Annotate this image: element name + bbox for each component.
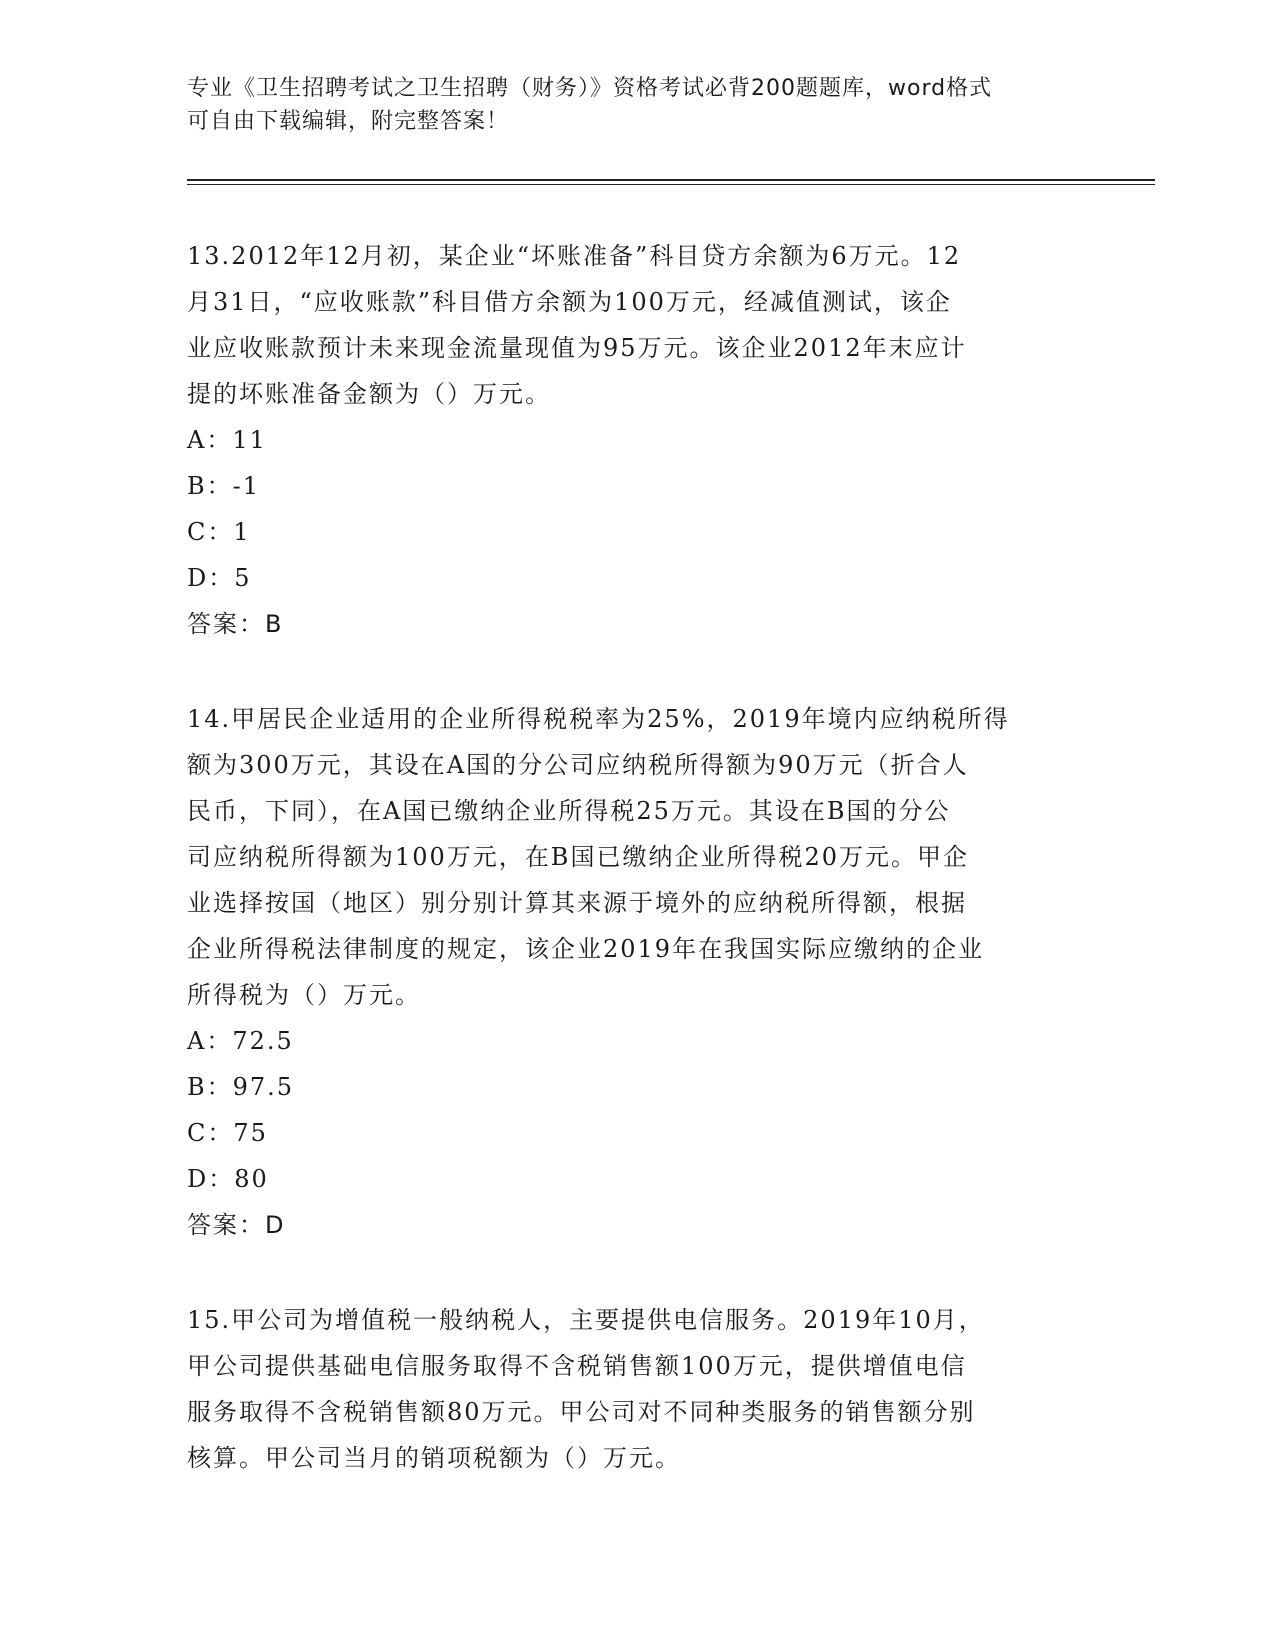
header-divider-thick xyxy=(187,179,1155,181)
answer-line: 答案：B xyxy=(187,610,284,638)
stem-line: 甲公司提供基础电信服务取得不含税销售额100万元，提供增值电信 xyxy=(187,1352,967,1380)
option-c: C：75 xyxy=(187,1119,268,1147)
stem-line: 额为300万元，其设在A国的分公司应纳税所得额为90万元（折合人 xyxy=(187,751,969,779)
option-a: A：11 xyxy=(187,426,267,454)
question-list xyxy=(187,233,1077,1530)
header-divider-thin xyxy=(187,184,1155,185)
stem-line: 15.甲公司为增值税一般纳税人，主要提供电信服务。2019年10月， xyxy=(187,1306,985,1334)
option-d: D：5 xyxy=(187,564,252,592)
header-title-line-2: 可自由下载编辑，附完整答案！ xyxy=(187,109,510,134)
header-title-line-1: 专业《卫生招聘考试之卫生招聘（财务）》资格考试必背200题题库，word格式 xyxy=(187,76,993,101)
question-15 xyxy=(187,1297,1077,1481)
stem-line: 企业所得税法律制度的规定，该企业2019年在我国实际应缴纳的企业 xyxy=(187,935,985,963)
stem-line: 提的坏账准备金额为（）万元。 xyxy=(187,380,551,408)
question-stem xyxy=(187,1297,1077,1481)
option-b: B：97.5 xyxy=(187,1073,295,1101)
stem-line: 核算。甲公司当月的销项税额为（）万元。 xyxy=(187,1444,681,1472)
question-14 xyxy=(187,696,1077,1248)
stem-line: 业选择按国（地区）别分别计算其来源于境外的应纳税所得额，根据 xyxy=(187,889,967,917)
question-stem xyxy=(187,696,1077,1018)
stem-line: 服务取得不含税销售额80万元。甲公司对不同种类服务的销售额分别 xyxy=(187,1398,976,1426)
question-13 xyxy=(187,233,1077,647)
stem-line: 13.2012年12月初，某企业“坏账准备”科目贷方余额为6万元。12 xyxy=(187,242,962,270)
question-stem xyxy=(187,233,1077,417)
stem-line: 所得税为（）万元。 xyxy=(187,981,421,1009)
option-a: A：72.5 xyxy=(187,1027,294,1055)
option-c: C：1 xyxy=(187,518,251,546)
stem-line: 民币，下同），在A国已缴纳企业所得税25万元。其设在B国的分公 xyxy=(187,797,951,825)
stem-line: 司应纳税所得额为100万元，在B国已缴纳企业所得税20万元。甲企 xyxy=(187,843,969,871)
stem-line: 月31日，“应收账款”科目借方余额为100万元，经减值测试，该企 xyxy=(187,288,952,316)
option-d: D：80 xyxy=(187,1165,269,1193)
stem-line: 14.甲居民企业适用的企业所得税税率为25%，2019年境内应纳税所得 xyxy=(187,705,1010,733)
document-header xyxy=(187,72,1087,138)
answer-line: 答案：D xyxy=(187,1211,286,1239)
stem-line: 业应收账款预计未来现金流量现值为95万元。该企业2012年末应计 xyxy=(187,334,967,362)
option-b: B：-1 xyxy=(187,472,261,500)
